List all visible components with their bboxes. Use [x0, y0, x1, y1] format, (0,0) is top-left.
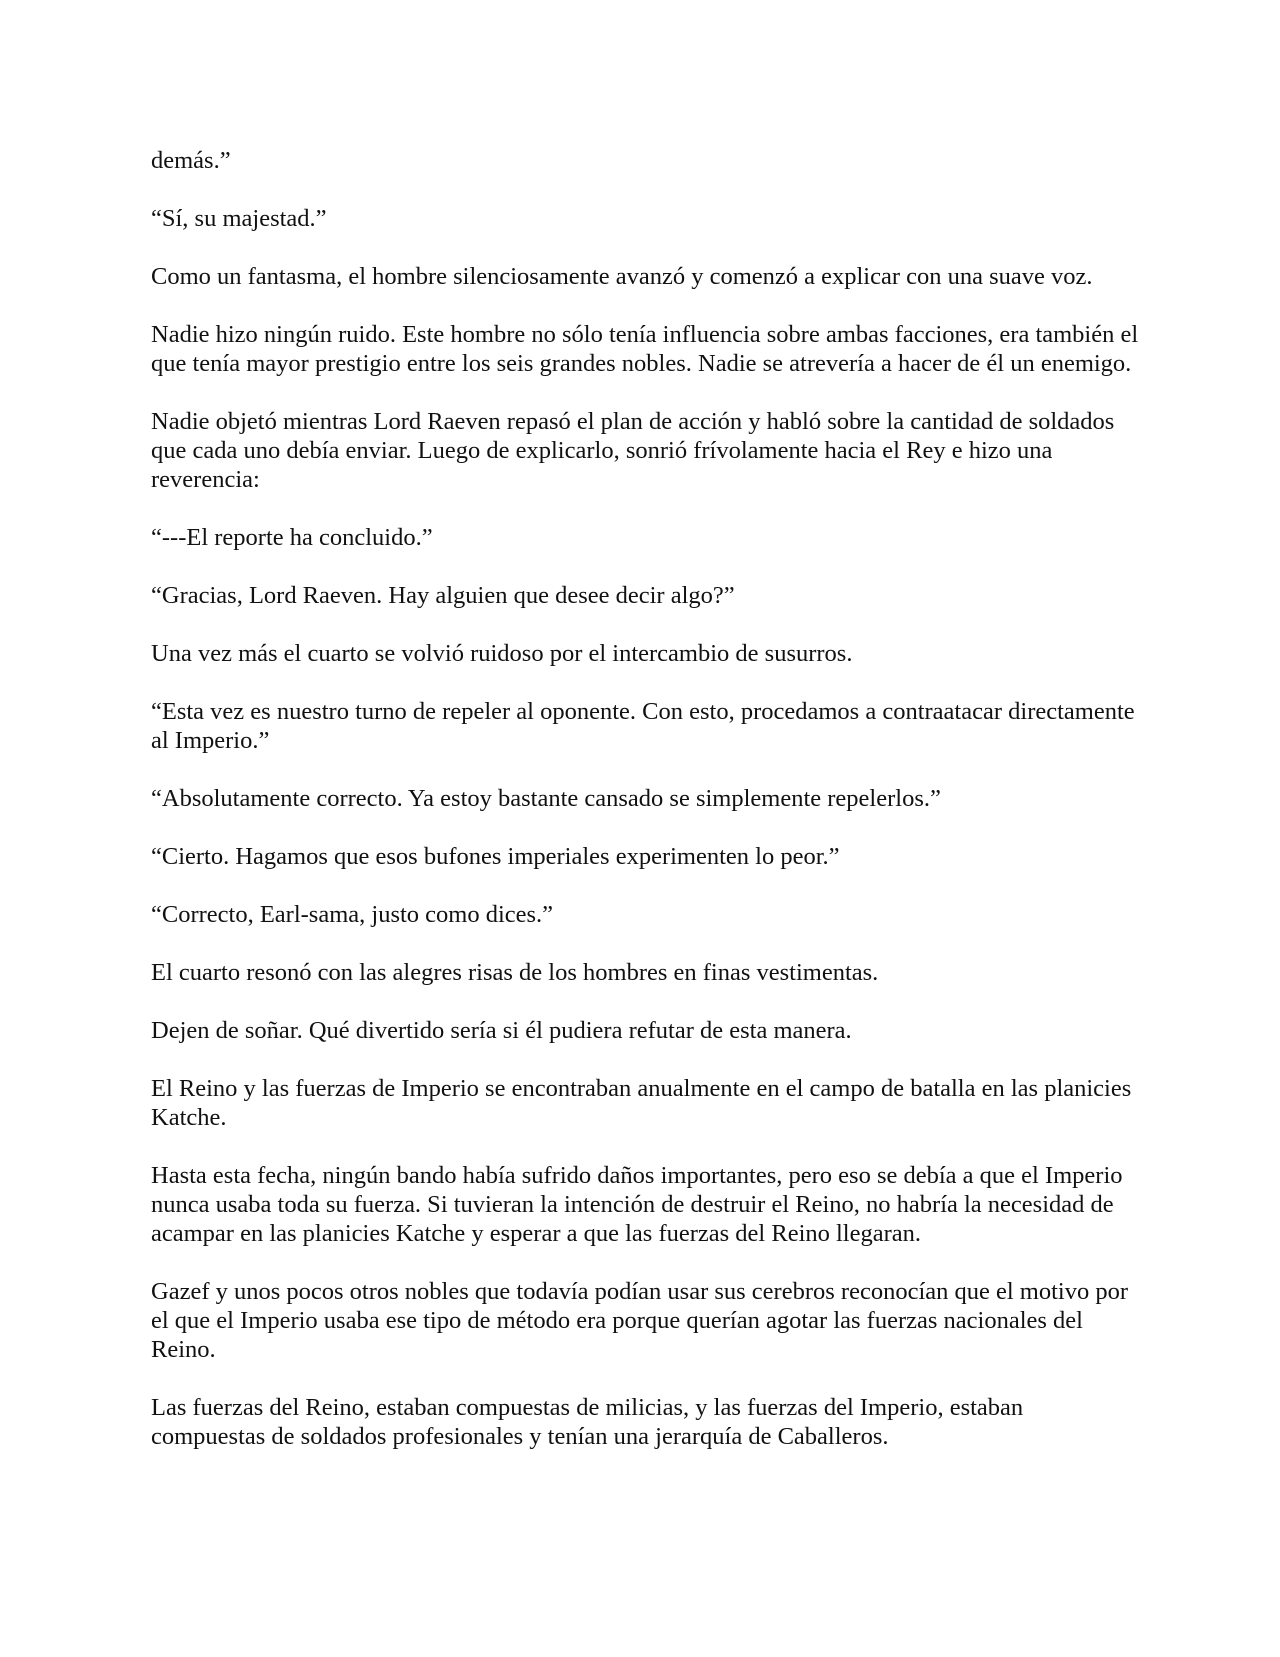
paragraph-7: “Gracias, Lord Raeven. Hay alguien que desee decir algo?” — [151, 582, 735, 609]
paragraph-15: El Reino y las fuerzas de Imperio se encontraban anualmente en el campo de batalla en las planicies Katche. — [151, 1075, 1132, 1131]
paragraph-16: Hasta esta fecha, ningún bando había sufrido daños importantes, pero eso se debía a que el Imperio nunca usaba toda su fuerza. Si tuvieran la intención de destruir el Reino, no habría la necesidad de acampar en las planicies Katche y esperar a que las fuerzas del Reino llegaran. — [151, 1162, 1123, 1247]
paragraph-2: “Sí, su majestad.” — [151, 205, 327, 232]
document-page — [151, 146, 1141, 1480]
paragraph-17: Gazef y unos pocos otros nobles que todavía podían usar sus cerebros reconocían que el motivo por el que el Imperio usaba ese tipo de método era porque querían agotar las fuerzas nacionales del Reino. — [151, 1278, 1129, 1363]
paragraph-9: “Esta vez es nuestro turno de repeler al oponente. Con esto, procedamos a contraatacar directamente al Imperio.” — [151, 698, 1135, 754]
paragraph-13: El cuarto resonó con las alegres risas de los hombres en finas vestimentas. — [151, 959, 879, 986]
paragraph-5: Nadie objetó mientras Lord Raeven repasó el plan de acción y habló sobre la cantidad de soldados que cada uno debía enviar. Luego de explicarlo, sonrió frívolamente hacia el Rey e hizo una reverencia: — [151, 408, 1115, 493]
paragraph-8: Una vez más el cuarto se volvió ruidoso por el intercambio de susurros. — [151, 640, 853, 667]
paragraph-6: “---El reporte ha concluido.” — [151, 524, 433, 551]
paragraph-1: demás.” — [151, 147, 231, 174]
paragraph-11: “Cierto. Hagamos que esos bufones imperiales experimenten lo peor.” — [151, 843, 840, 870]
paragraph-10: “Absolutamente correcto. Ya estoy bastante cansado se simplemente repelerlos.” — [151, 785, 941, 812]
paragraph-18: Las fuerzas del Reino, estaban compuestas de milicias, y las fuerzas del Imperio, estaban compuestas de soldados profesionales y tenían una jerarquía de Caballeros. — [151, 1394, 1024, 1450]
paragraph-4: Nadie hizo ningún ruido. Este hombre no sólo tenía influencia sobre ambas facciones, era también el que tenía mayor prestigio entre los seis grandes nobles. Nadie se atrevería a hacer de él un enemigo. — [151, 321, 1139, 377]
paragraph-14: Dejen de soñar. Qué divertido sería si él pudiera refutar de esta manera. — [151, 1017, 852, 1044]
paragraph-3: Como un fantasma, el hombre silenciosamente avanzó y comenzó a explicar con una suave voz. — [151, 263, 1093, 290]
paragraph-12: “Correcto, Earl-sama, justo como dices.” — [151, 901, 554, 928]
